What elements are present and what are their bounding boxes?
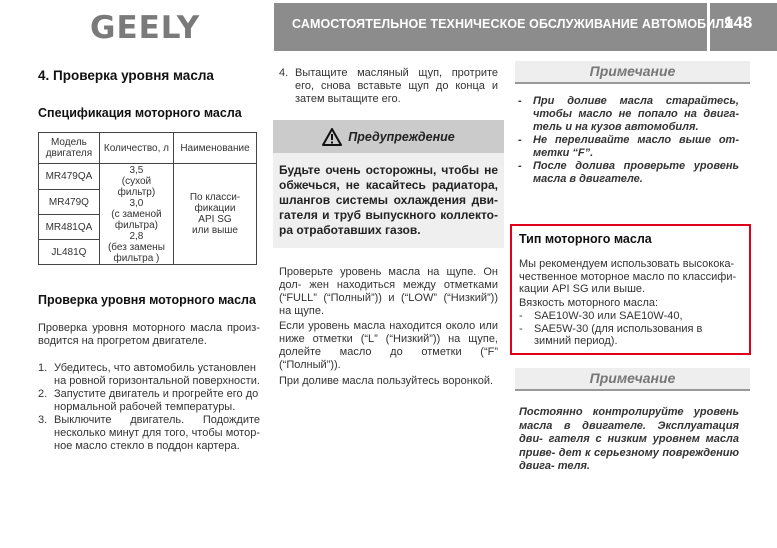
table-header: Модель двигателя bbox=[39, 133, 100, 164]
note-title: Примечание bbox=[515, 61, 750, 82]
list-item: 1. Убедитесь, что автомобиль установлен на ровной горизонтальной поверхности. bbox=[38, 362, 260, 387]
check-title: Проверка уровня моторного масла bbox=[38, 293, 256, 307]
list-item: - После долива проверьте уровень масла в двигателе. bbox=[518, 160, 739, 185]
list-item: - SAE5W-30 (для использования в зимний период). bbox=[519, 322, 703, 347]
table-cell-name: По класси- фикации API SG или выше bbox=[173, 164, 256, 265]
paragraph: При доливе масла пользуйтесь воронкой. bbox=[279, 375, 494, 387]
table-cell-quantity: 3,5 (сухой фильтр) 3,0 (с заменой фильтра) 2,8 (без замены фильтра ) bbox=[99, 164, 173, 265]
oil-type-text: Мы рекомендуем использовать высокока- чественное моторное масло по классифи- кации API SG или выше. bbox=[519, 258, 737, 295]
list-item: 2. Запустите двигатель и прогрейте его до нормальной рабочей температуры. bbox=[38, 388, 259, 413]
table-cell-model: JL481Q bbox=[39, 240, 100, 265]
spec-title: Спецификация моторного масла bbox=[38, 106, 242, 120]
list-item: - При доливе масла старайтесь, чтобы масло не попало на двига- тель и на кузов автомобиля. bbox=[518, 95, 739, 133]
list-item: 4. Вытащите масляный щуп, протрите его, снова вставьте щуп до конца и затем вытащите его. bbox=[279, 67, 498, 105]
note-divider bbox=[515, 389, 750, 391]
warning-header bbox=[273, 120, 504, 153]
warning-text: Будьте очень осторожны, чтобы не обжечься, не касайтесь радиатора, шлангов системы охлаждения дви- гателя и труб выпускного коллекто- ра отработавших газов. bbox=[279, 163, 498, 237]
table-header: Наименование bbox=[173, 133, 256, 164]
viscosity-list bbox=[519, 310, 741, 348]
table-header: Количество, л bbox=[99, 133, 173, 164]
oil-type-title: Тип моторного масла bbox=[519, 232, 652, 246]
table-cell-model: MR481QA bbox=[39, 215, 100, 240]
page-number: 148 bbox=[724, 13, 753, 32]
list-item: 3. Выключите двигатель. Подождите несколько минут для того, чтобы мотор- ное масло стекло в поддон картера. bbox=[38, 414, 260, 452]
note-list bbox=[518, 95, 739, 186]
table-cell-model: MR479Q bbox=[39, 190, 100, 215]
note-title: Примечание bbox=[515, 368, 750, 389]
viscosity-label: Вязкость моторного масла: bbox=[519, 297, 659, 309]
table-cell-model: MR479QA bbox=[39, 164, 100, 190]
section-title: 4. Проверка уровня масла bbox=[38, 68, 214, 83]
list-item: - Не переливайте масло выше от- метки “F”. bbox=[518, 134, 739, 159]
check-intro: Проверка уровня моторного масла произ- водится на прогретом двигателе. bbox=[38, 322, 260, 347]
note-text: Постоянно контролируйте уровень масла в двигателе. Эксплуатация дви- гателя с низким уровнем масла приве- дет к серьезному повреждению двига- теля. bbox=[519, 406, 739, 472]
steps-list bbox=[38, 362, 260, 453]
geely-logo: GEELY bbox=[90, 10, 201, 46]
warning-title: Предупреждение bbox=[348, 129, 455, 144]
note-divider bbox=[515, 82, 750, 84]
oil-spec-table bbox=[38, 132, 257, 265]
paragraph: Если уровень масла находится около или ниже отметки (“L” (“Низкий”)) на щупе, долейте масло до отметки (“F” (“Полный”)). bbox=[279, 320, 498, 371]
warning-icon bbox=[322, 128, 342, 146]
header-title: САМОСТОЯТЕЛЬНОЕ ТЕХНИЧЕСКОЕ ОБСЛУЖИВАНИЕ АВТОМОБИЛЯ bbox=[292, 17, 734, 31]
paragraph: Проверьте уровень масла на щупе. Он дол- жен находиться между отметками (“FULL” (“Полный”)) и (“LOW” (“Низкий”)) на щупе. bbox=[279, 266, 498, 317]
list-item: - SAE10W-30 или SAE10W-40, bbox=[519, 310, 683, 322]
